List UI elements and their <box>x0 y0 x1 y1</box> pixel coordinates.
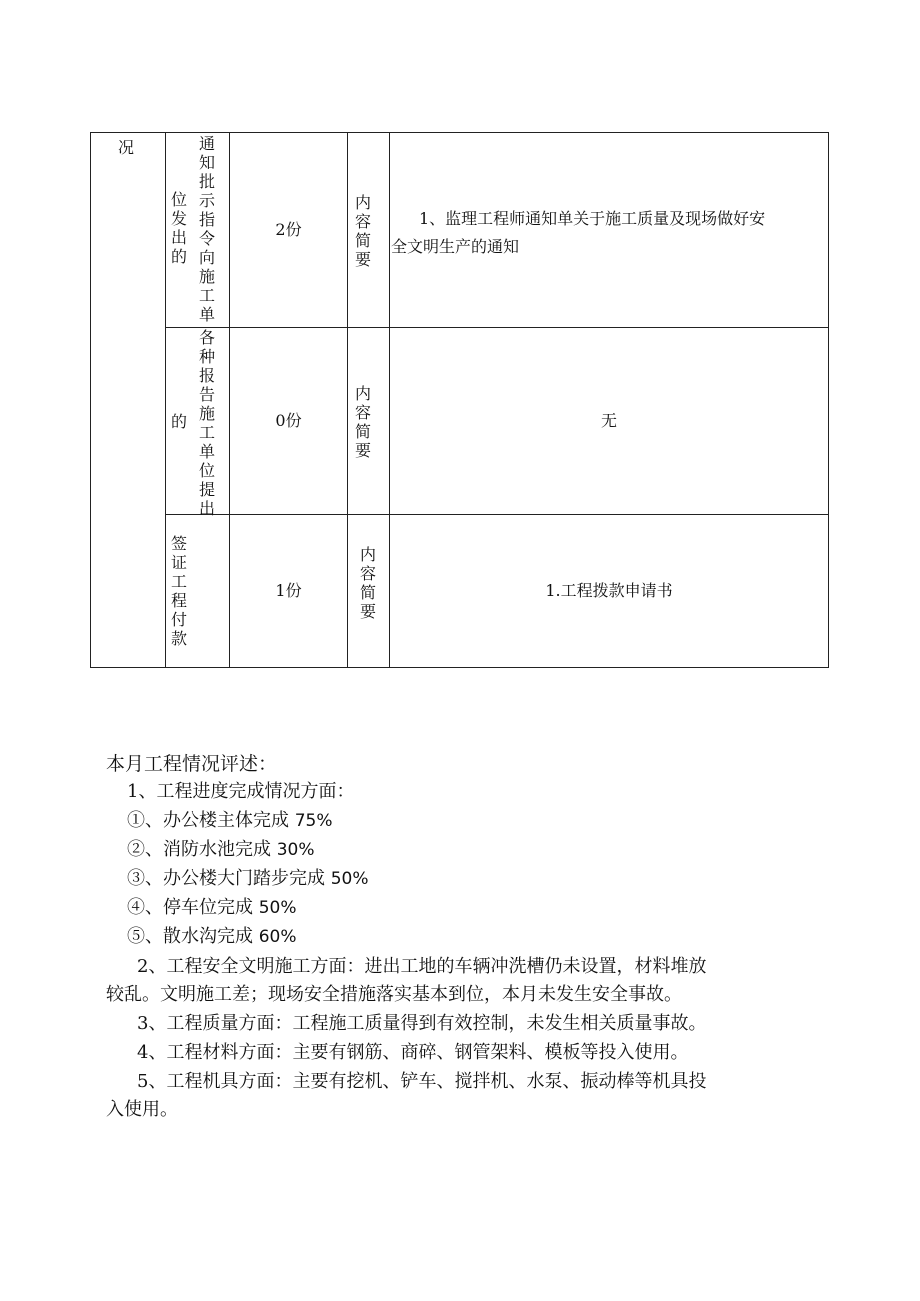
content-line: 全文明生产的通知 <box>391 237 520 256</box>
machinery-paragraph-line: 入使用。 <box>106 1099 178 1120</box>
progress-item-label: ④、停车位完成 <box>127 897 253 918</box>
table-border-left <box>90 132 91 668</box>
progress-item-value: 60% <box>258 927 297 947</box>
machinery-paragraph-line: 5、工程机具方面：主要有挖机、铲车、搅拌机、水泵、振动棒等机具投 <box>137 1071 707 1092</box>
progress-item <box>127 864 369 890</box>
safety-paragraph-line: 较乱。文明施工差；现场安全措施落实基本到位，本月未发生安全事故。 <box>106 984 682 1005</box>
count-cell: 1份 <box>275 581 302 600</box>
progress-item-label: ②、消防水池完成 <box>127 839 271 860</box>
category-main-text: 通知批示指令向施工单 <box>198 134 215 324</box>
table-col-divider <box>165 132 166 668</box>
content-cell: 1.工程拨款申请书 <box>545 581 673 600</box>
table-border-bottom <box>90 667 829 668</box>
progress-item <box>127 922 297 948</box>
category-side-text: 位发出的 <box>170 190 187 266</box>
table-col-divider <box>347 132 348 668</box>
progress-item-label: ③、办公楼大门踏步完成 <box>127 868 325 889</box>
progress-item-label: ⑤、散水沟完成 <box>127 926 253 947</box>
content-line: 1、监理工程师通知单关于施工质量及现场做好安 <box>419 209 766 228</box>
progress-item <box>127 835 315 861</box>
progress-item-value: 50% <box>258 898 297 918</box>
progress-item <box>127 806 333 832</box>
category-side-text: 的 <box>170 412 187 431</box>
progress-heading: 1、工程进度完成情况方面： <box>127 781 355 802</box>
category-main-text: 签证工程付款 <box>170 534 187 648</box>
content-label: 内容简要 <box>354 193 371 269</box>
progress-item-label: ①、办公楼主体完成 <box>127 810 289 831</box>
safety-paragraph-line: 2、工程安全文明施工方面：进出工地的车辆冲洗槽仍未设置，材料堆放 <box>137 956 707 977</box>
content-label: 内容简要 <box>354 384 371 460</box>
progress-item-value: 30% <box>276 840 315 860</box>
table-border-right <box>828 132 829 668</box>
count-cell: 0份 <box>275 411 302 430</box>
category-main-text: 各种报告施工单位提出 <box>198 328 215 518</box>
content-label: 内容简要 <box>359 545 376 621</box>
progress-item-value: 50% <box>330 869 369 889</box>
table-border-top <box>90 132 829 133</box>
materials-paragraph: 4、工程材料方面：主要有钢筋、商碎、钢管架料、模板等投入使用。 <box>137 1042 689 1063</box>
summary-title: 本月工程情况评述： <box>106 753 278 775</box>
count-cell: 2份 <box>275 220 302 239</box>
left-label: 况 <box>118 138 135 157</box>
quality-paragraph: 3、工程质量方面：工程施工质量得到有效控制，未发生相关质量事故。 <box>137 1013 707 1034</box>
progress-item-value: 75% <box>294 811 333 831</box>
content-cell: 无 <box>600 411 617 430</box>
progress-item <box>127 893 297 919</box>
content-cell <box>391 209 827 257</box>
